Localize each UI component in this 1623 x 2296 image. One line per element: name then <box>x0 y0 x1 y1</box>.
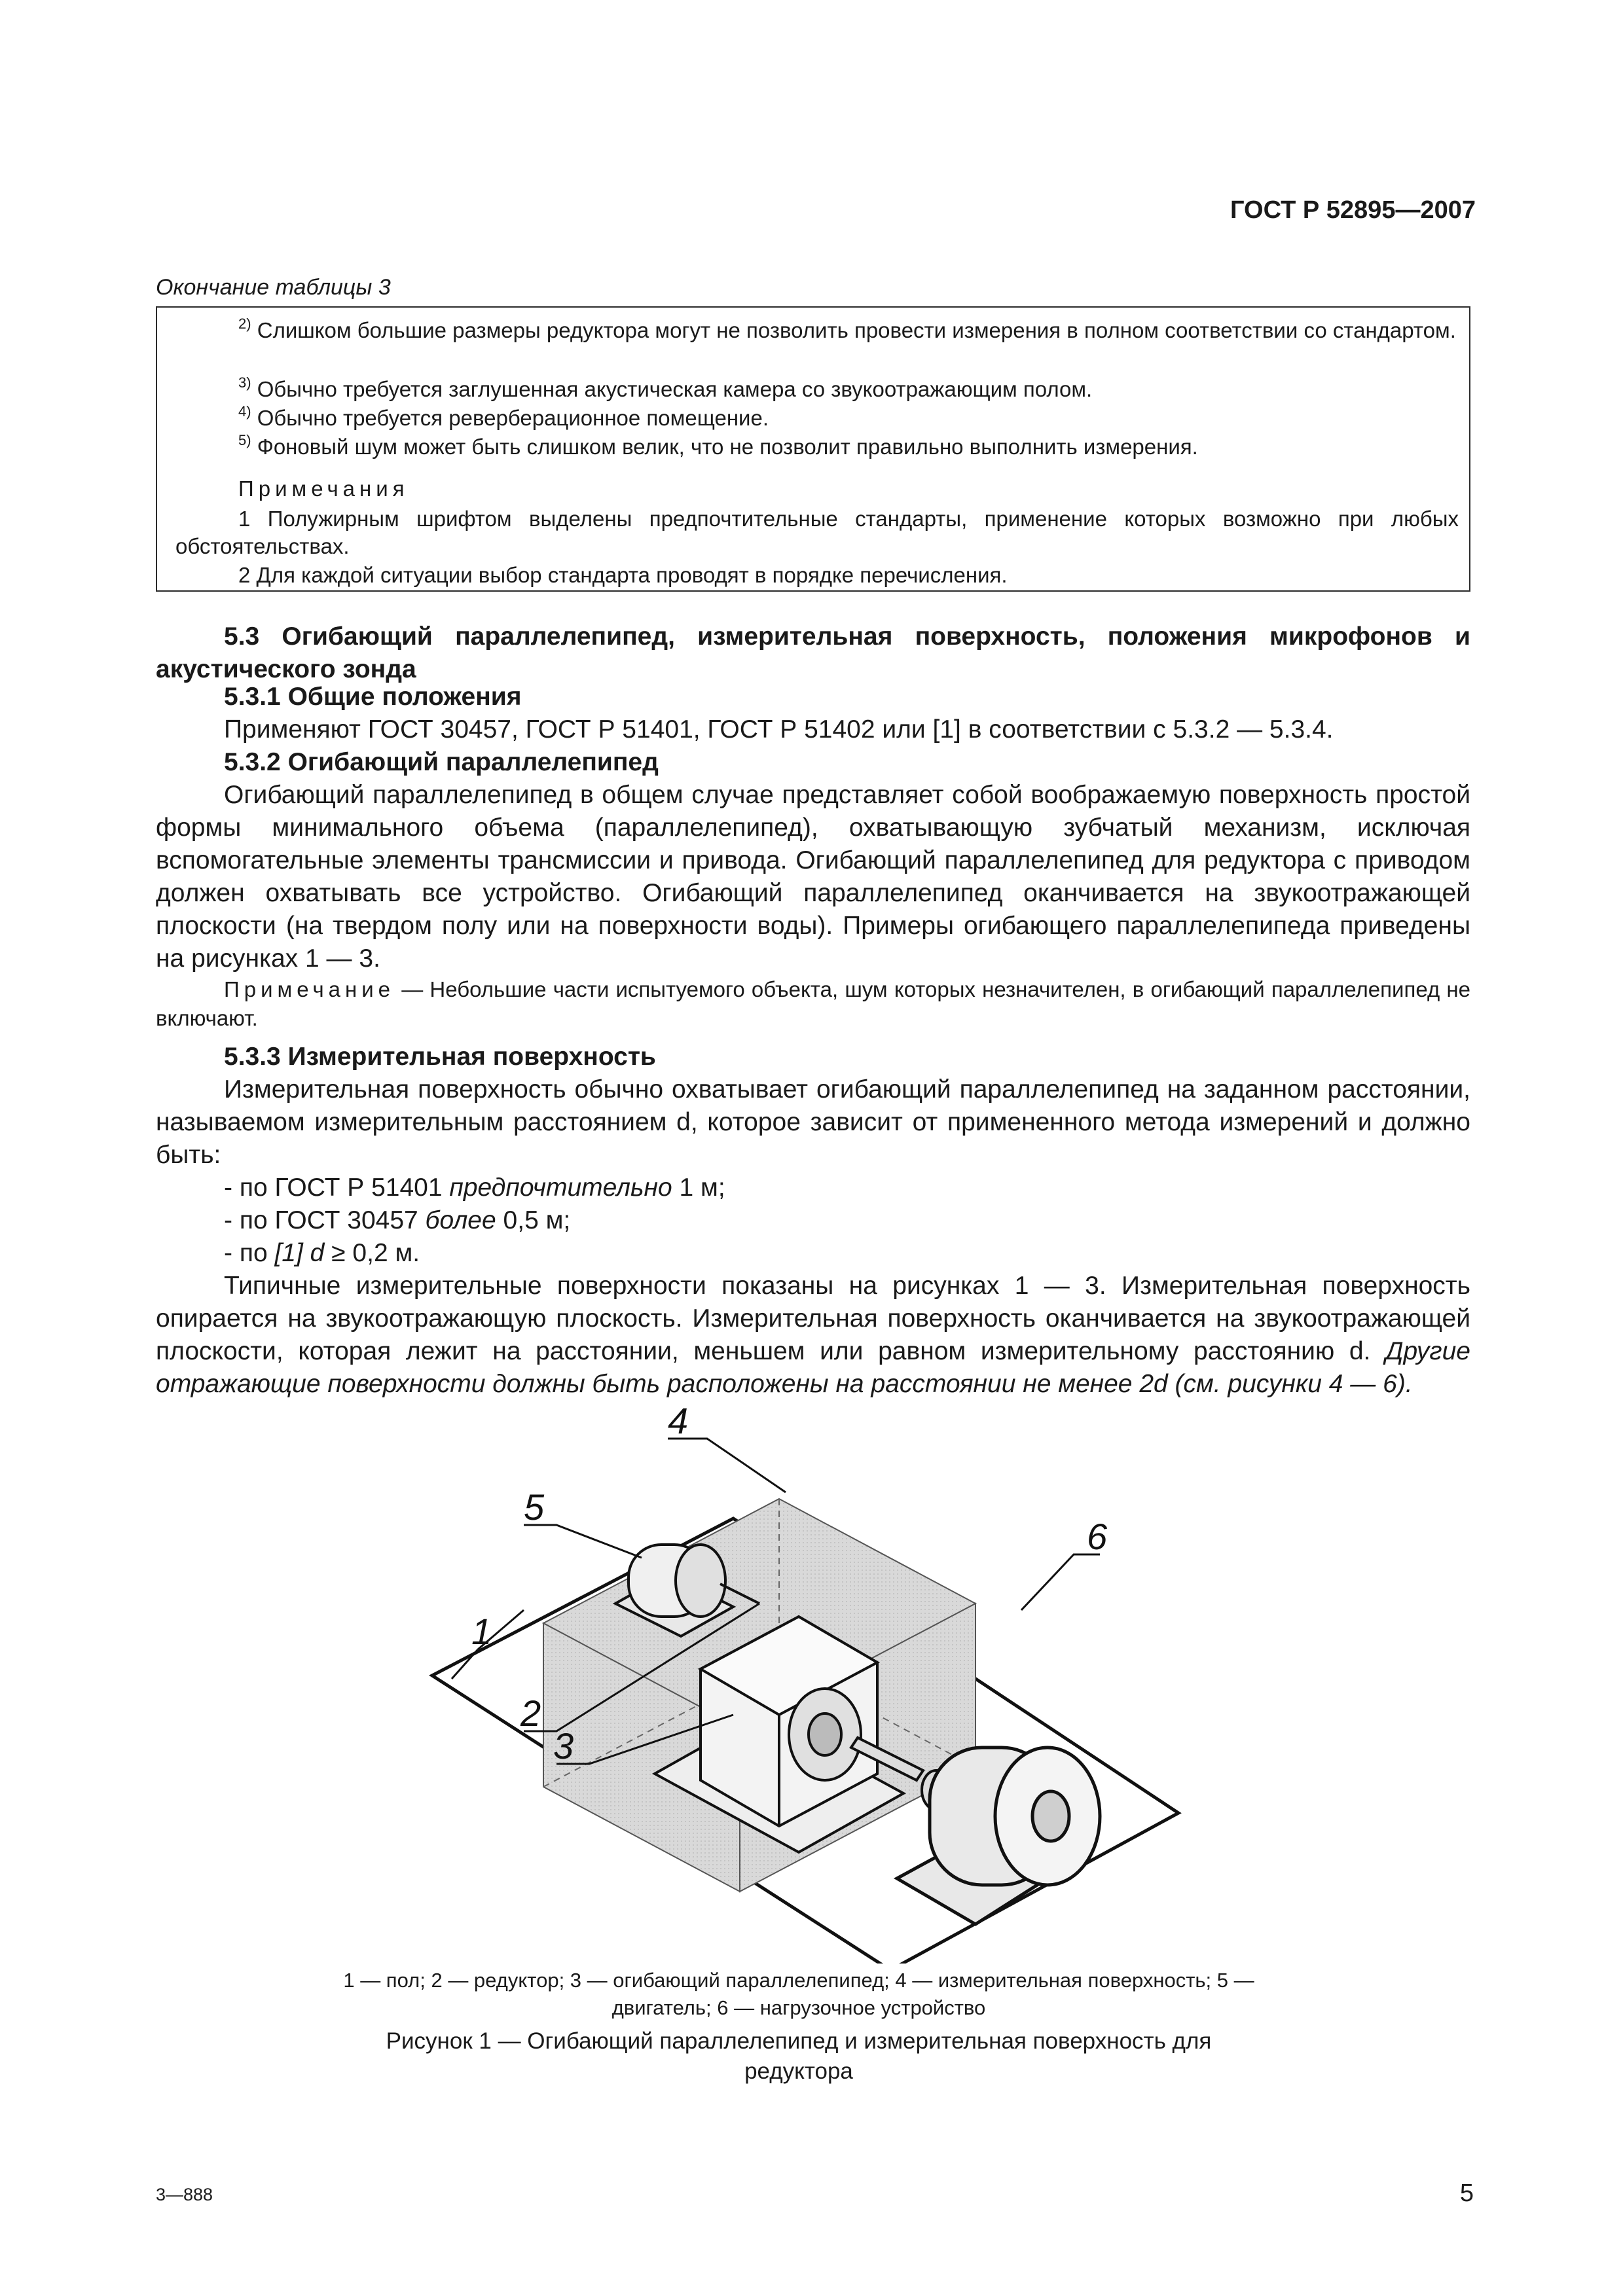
section-5-3-2-note: Примечание — Небольшие части испытуемого объекта, шум которых незначителен, в огибающий параллелепипед не включают. <box>156 977 1470 1030</box>
footnote-3: $^{3)}$ Обычно требуется заглушенная акустическая камера со звукоотражающим полом. <box>238 374 1093 401</box>
document-id: ГОСТ Р 52895—2007 <box>1230 196 1476 224</box>
figure-label-4: 4 <box>668 1407 689 1441</box>
page-number: 5 <box>1459 2179 1474 2207</box>
footnote-2: $^{2)}$ Слишком большие размеры редуктора могут не позволить провести измерения в полном соответствии со стандартом. <box>238 315 1456 342</box>
section-5-3-3-text: Измерительная поверхность обычно охватывает огибающий параллелепипед на заданном расстоянии, называемом измерительным расстоянием d, которое зависит от примененного метода измерений и должно быть: <box>156 1075 1470 1169</box>
figure-1-drawing <box>393 1407 1244 1964</box>
figure-label-2: 2 <box>520 1693 541 1734</box>
section-5-3-title: 5.3 Огибающий параллелепипед, измерительная поверхность, положения микрофонов и акустического зонда <box>156 622 1470 683</box>
note-2: 2 Для каждой ситуации выбор стандарта проводят в порядке перечисления. <box>238 563 1008 587</box>
figure-label-6: 6 <box>1087 1516 1108 1557</box>
footnote-4: $^{4)}$ Обычно требуется реверберационное помещение. <box>238 403 769 430</box>
section-5-3-2-text: Огибающий параллелепипед в общем случае представляет собой воображаемую поверхность простой формы минимального объема (параллелепипед), охватывающую зубчатый механизм, исключая вспомогательные элементы трансмиссии и привода. Огибающий параллелепипед для редуктора с приводом должен охватывать все устройство. Огибающий параллелепипед оканчивается на звукоотражающей плоскости (на твердом полу или на поверхности воды). Примеры огибающего параллелепипеда приведены на рисунках 1 — 3. <box>156 781 1470 973</box>
section-5-3-1-text: Применяют ГОСТ 30457, ГОСТ Р 51401, ГОСТ Р 51402 или [1] в соответствии с 5.3.2 — 5.3.4. <box>224 715 1334 744</box>
section-5-3-1-title: 5.3.1 Общие положения <box>224 683 522 711</box>
figure-label-3: 3 <box>553 1725 574 1767</box>
list-item: - по ГОСТ 30457 более 0,5 м; <box>224 1206 571 1234</box>
section-5-3-2-title: 5.3.2 Огибающий параллелепипед <box>224 748 659 776</box>
table-caption: Окончание таблицы 3 <box>156 275 391 300</box>
section-5-3-3-text2: Типичные измерительные поверхности показаны на рисунках 1 — 3. Измерительная поверхность опирается на звукоотражающую плоскость. Измерительная поверхность оканчивается на звукоотражающей плоскости, которая лежит на расстоянии, меньшем или равном измерительному расстоянию d. Другие отражающие поверхности должны быть расположены на расстоянии не менее 2d (см. рисунки 4 — 6). <box>156 1272 1470 1398</box>
figure-label-1: 1 <box>471 1611 492 1652</box>
sheet-mark: 3—888 <box>156 2185 213 2204</box>
figure-label-5: 5 <box>524 1486 545 1528</box>
figure-title: Рисунок 1 — Огибающий параллелепипед и измерительная поверхность для редуктора <box>386 2028 1212 2084</box>
list-item: - по ГОСТ Р 51401 предпочтительно 1 м; <box>224 1174 725 1202</box>
footnote-5: $^{5)}$ Фоновый шум может быть слишком велик, что не позволит правильно выполнить измерения. <box>238 432 1198 459</box>
figure-legend: 1 — пол; 2 — редуктор; 3 — огибающий параллелепипед; 4 — измерительная поверхность; 5 — двигатель; 6 — нагрузочное устройство <box>343 1969 1254 2019</box>
note-1: 1 Полужирным шрифтом выделены предпочтительные стандарты, применение которых возможно при любых обстоятельствах. <box>175 507 1459 558</box>
list-item: - по [1] d ≥ 0,2 м. <box>224 1239 420 1267</box>
notes-title: Примечания <box>238 476 409 501</box>
section-5-3-3-title: 5.3.3 Измерительная поверхность <box>224 1043 656 1071</box>
